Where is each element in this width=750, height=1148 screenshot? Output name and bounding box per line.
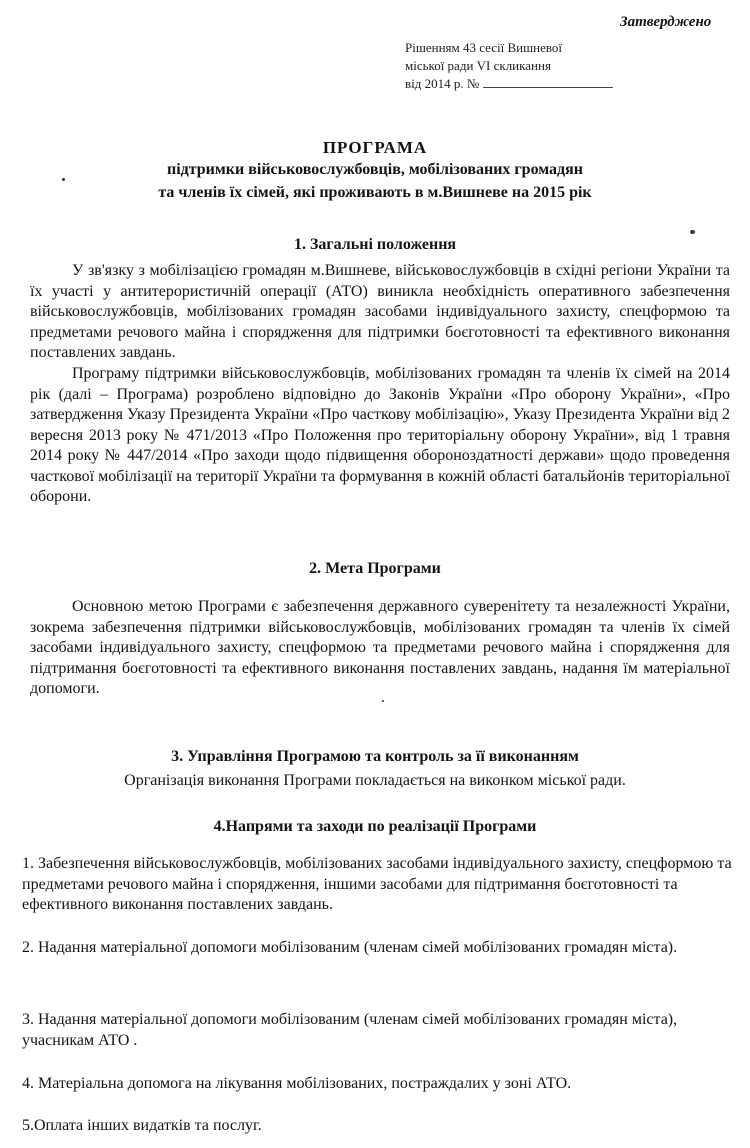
section-heading-directions: 4.Напрями та заходи по реалізації Програми <box>213 818 537 835</box>
management-text: Організація виконання Програми покладається на виконком міської ради. <box>124 772 626 789</box>
document-title: ПРОГРАМА <box>322 138 428 157</box>
direction-item-1: 1. Забезпечення військовослужбовців, мобілізованих засобами індивідуального захисту, спецформою та предметами речового майна і спорядження, іншими засобами для підтримання боєготовності та ефективного виконання поставлених завдань. <box>22 855 732 913</box>
general-paragraph-1: У зв'язку з мобілізацією громадян м.Вишневе, військовослужбовців в східні регіони України та їх участі у антитерористичній операції (АТО) виникла необхідність оперативного забезпечення військовослужбовців, мобілізованих громадян засобами індивідуального захисту, спецформою та предметами речового майна і спорядження для підтримки боєготовності та ефективного виконання поставлених завдань. <box>30 262 730 361</box>
scan-speck <box>690 230 695 234</box>
direction-item-5: 5.Оплата інших видатків та послуг. <box>22 1117 262 1134</box>
approval-line-decision: Рішенням 43 сесії Вишневої <box>405 40 563 55</box>
general-paragraph-2: Програму підтримки військовослужбовців, мобілізованих громадян та членів їх сімей на 2014 рік (далі – Програма) розроблено відповідно до Законів України «Про оборону України», «Про затвердження Указу Президента України «Про часткову мобілізацію», Указу Президента України від 2 вересня 2013 року № 471/2013 «Про Положення про територіальну оборону України», від 1 травня 2014 року № 447/2014 «Про заходи щодо підвищення обороноздатності держави» щодо проведення часткової мобілізації на території України та формування в кожній області батальйонів територіальної оборони. <box>30 365 730 505</box>
document-subtitle-line-1: підтримки військовослужбовців, мобілізованих громадян <box>166 161 584 178</box>
section-heading-general: 1. Загальні положення <box>293 236 457 253</box>
approval-line-date <box>405 76 613 92</box>
approval-line-council: міської ради VI скликання <box>405 58 551 73</box>
section-heading-goal: 2. Мета Програми <box>309 560 441 577</box>
document-subtitle <box>0 158 750 204</box>
document-subtitle-line-2: та членів їх сімей, які проживають в м.Вишневе на 2015 рік <box>158 184 592 201</box>
section-heading-management: 3. Управління Програмою та контроль за її виконанням <box>171 748 579 765</box>
scan-speck <box>62 178 65 181</box>
approval-date-text: від 2014 р. № <box>405 76 480 91</box>
goal-paragraph: Основною метою Програми є забезпечення державного суверенітету та незалежності України, зокрема забезпечення підтримки військовослужбовців, мобілізованих громадян та членів їх сімей засобами індивідуального захисту, спецформою та предметами речового майна і спорядження для підтримання боєготовності та ефективного виконання поставлених завдань, надання їм матеріальної допомоги. <box>30 598 730 697</box>
direction-item-4: 4. Матеріальна допомога на лікування мобілізованих, постраждалих у зоні АТО. <box>22 1075 572 1092</box>
direction-item-2: 2. Надання матеріальної допомоги мобілізованим (членам сімей мобілізованих громадян міста). <box>22 939 678 956</box>
approval-number-blank <box>483 76 613 88</box>
direction-item-3: 3. Надання матеріальної допомоги мобілізованим (членам сімей мобілізованих громадян міста), учасникам АТО . <box>22 1011 678 1049</box>
scan-speck <box>382 700 384 702</box>
approval-title: Затверджено <box>620 14 712 30</box>
